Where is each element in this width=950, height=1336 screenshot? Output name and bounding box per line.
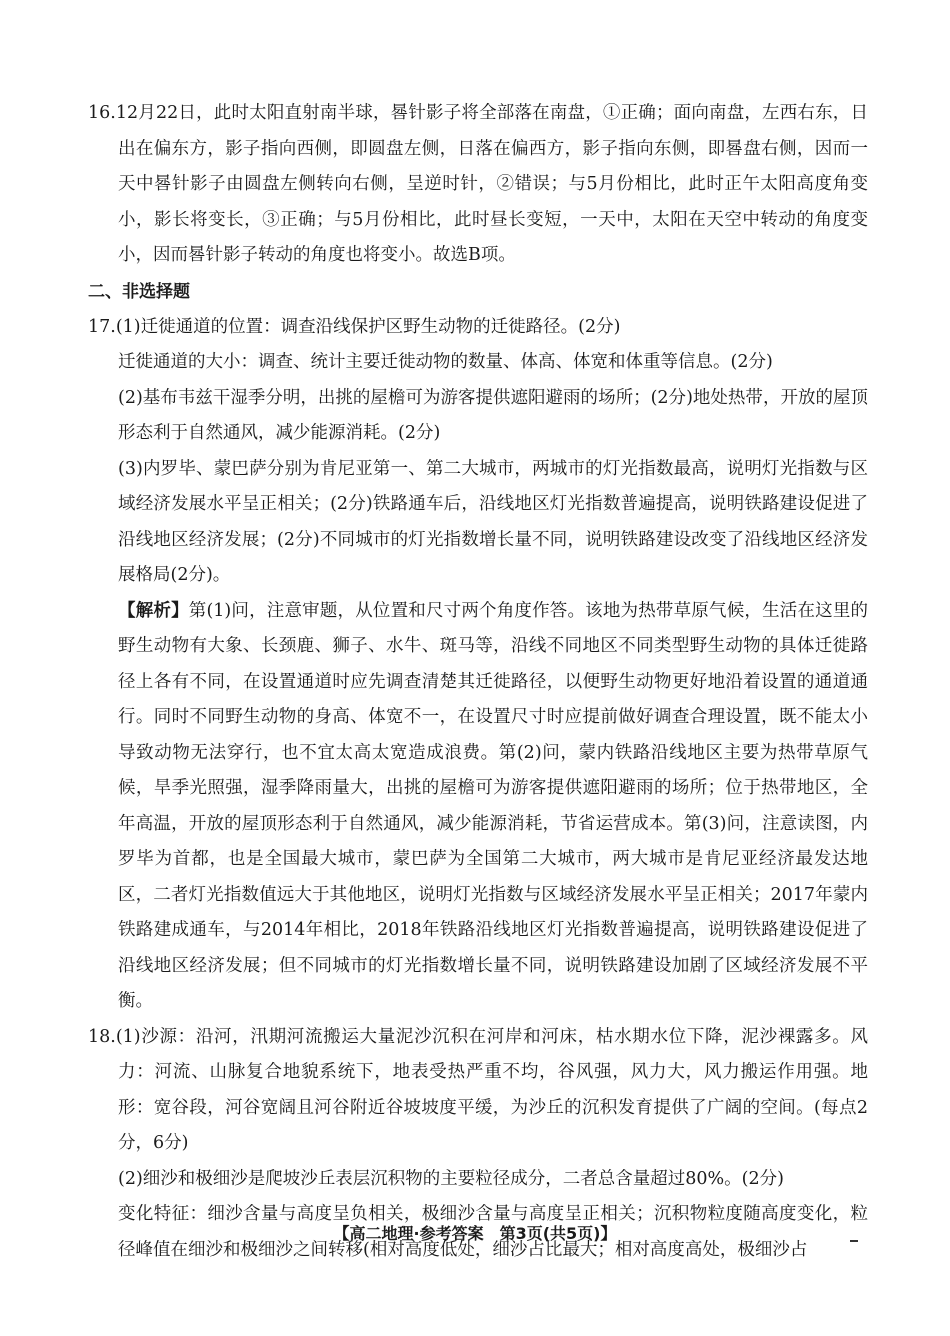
question-17-part2: (2)基布韦兹干湿季分明，出挑的屋檐可为游客提供遮阳避雨的场所；(2分)地处热带，开放的屋顶形态利于自然通风，减少能源消耗。(2分) [118,387,868,443]
question-16-text: 12月22日，此时太阳直射南半球，晷针影子将全部落在南盘，①正确；面向南盘，左西右东，日出在偏东方，影子指向西侧，即圆盘左侧，日落在偏西方，影子指向东侧，即晷盘右侧，因而一天中晷针影子由圆盘左侧转向右侧，呈逆时针，②错误；与5月份相比，此时正午太阳高度角变小，影长将变长，③正确；与5月份相比，此时昼长变短，一天中，太阳在天空中转动的角度变小，因而晷针影子转动的角度也将变小。故选B项。 [115,103,868,265]
question-16-number: 16. [88,103,116,123]
question-18-change-features: 变化特征：细沙含量与高度呈负相关，极细沙含量与高度呈正相关；沉积物粒度随高度变化，粒径峰值在细沙和极细沙之间转移(相对高度低处，细沙占比最大；相对高度高处，极细沙占 [118,1204,868,1260]
question-18-part1-text: (1)沙源：沿河，汛期河流搬运大量泥沙沉积在河岸和河床，枯水期水位下降，泥沙裸露多。风力：河流、山脉复合地貌系统下，地表受热严重不均，谷风强，风力大，风力搬运作用强。地形：宽谷段，河谷宽阔且河谷附近谷坡坡度平缓，为沙丘的沉积发育提供了广阔的空间。(每点2分，6分) [115,1026,868,1153]
page-footer: 【高二地理·参考答案 第3页(共5页)】 [333,1224,617,1243]
question-17-analysis [88,594,868,1020]
question-17-part1-position [88,310,868,346]
question-17-number: 17. [88,316,116,337]
analysis-text: 第(1)问，注意审题，从位置和尺寸两个角度作答。该地为热带草原气候，生活在这里的野生动物有大象、长颈鹿、狮子、水牛、斑马等，沿线不同地区不同类型野生动物的具体迁徙路径上各有不同，在设置通道时应先调查清楚其迁徙路径，以便野生动物更好地沿着设置的通道通行。同时不同野生动物的身高、体宽不一，在设置尺寸时应提前做好调查合理设置，既不能太小导致动物无法穿行，也不宜太高太宽造成浪费。第(2)问，蒙内铁路沿线地区主要为热带草原气候，旱季光照强，湿季降雨量大，出挑的屋檐可为游客提供遮阳避雨的场所；位于热带地区，全年高温，开放的屋顶形态利于自然通风，减少能源消耗，节省运营成本。第(3)问，注意读图，内罗毕为首都，也是全国最大城市，蒙巴萨为全国第二大城市，两大城市是肯尼亚经济最发达地区，二者灯光指数值远大于其他地区，说明灯光指数与区域经济发展水平呈正相关；2017年蒙内铁路建成通车，与2014年相比，2018年铁路沿线地区灯光指数普遍提高，说明铁路建设促进了沿线地区经济发展；但不同城市的灯光指数增长量不同，说明铁路建设加剧了区域经济发展不平衡。 [118,600,869,1011]
question-17-part1-text: (1)迁徙通道的位置：调查沿线保护区野生动物的迁徙路径。(2分) [115,316,621,337]
question-17-part1-size: 迁徙通道的大小：调查、统计主要迁徙动物的数量、体高、体宽和体重等信息。(2分) [118,352,773,372]
question-16 [88,96,868,274]
question-17-part3: (3)内罗毕、蒙巴萨分别为肯尼亚第一、第二大城市，两城市的灯光指数最高，说明灯光指数与区域经济发展水平呈正相关；(2分)铁路通车后，沿线地区灯光指数普遍提高，说明铁路建设促进了沿线地区经济发展；(2分)不同城市的灯光指数增长量不同，说明铁路建设改变了沿线地区经济发展格局(2分)。 [118,458,868,585]
question-18-part2: (2)细沙和极细沙是爬坡沙丘表层沉积物的主要粒径成分，二者总含量超过80%。(2分) [118,1168,784,1189]
section-heading-non-choice: 二、非选择题 [88,281,190,302]
question-18-part1 [88,1020,868,1162]
answer-content [88,96,868,1268]
corner-mark [850,1240,858,1242]
analysis-tag: 【解析】 [118,600,189,621]
question-18-number: 18. [88,1026,116,1047]
